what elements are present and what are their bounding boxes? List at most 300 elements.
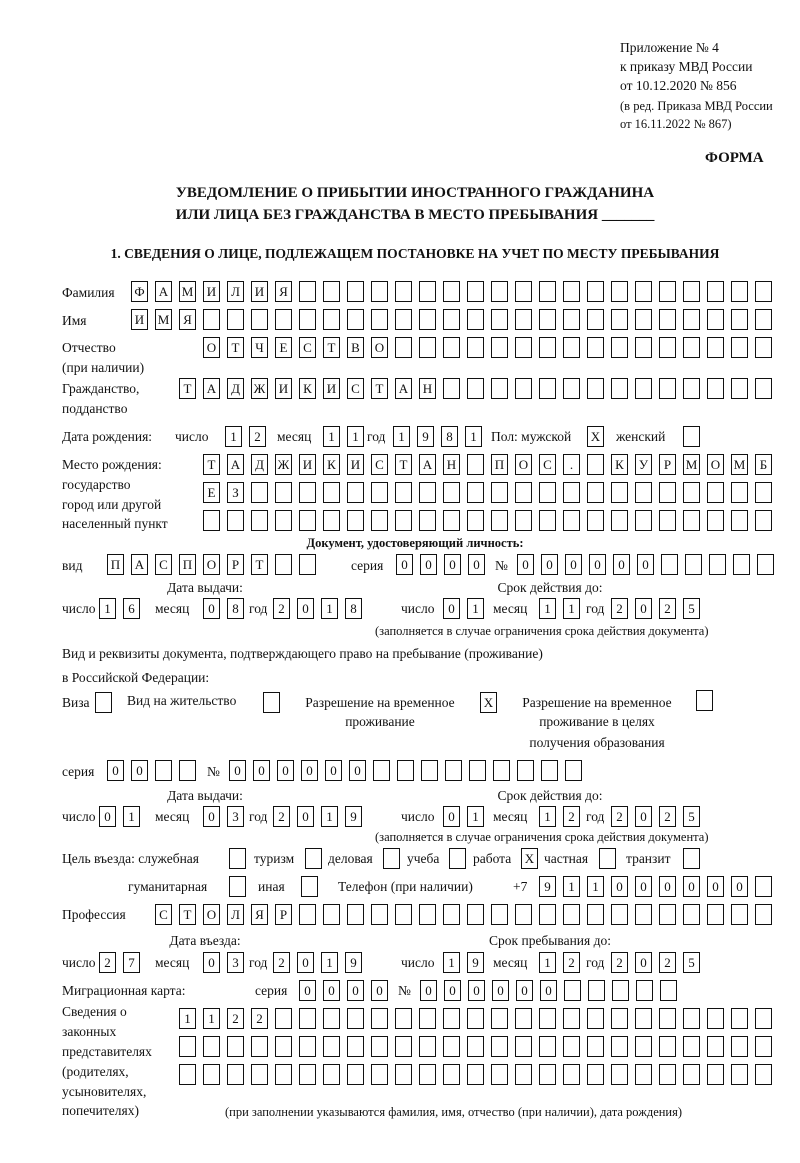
char-box[interactable]: 0 <box>517 554 534 575</box>
char-box[interactable]: С <box>155 554 172 575</box>
char-box[interactable]: О <box>515 454 532 475</box>
char-box[interactable] <box>491 1064 508 1085</box>
patronymic-boxes[interactable] <box>203 337 773 359</box>
char-box[interactable] <box>491 309 508 330</box>
stay-issue-month-boxes[interactable] <box>203 806 245 828</box>
char-box[interactable]: 0 <box>396 554 413 575</box>
char-box[interactable] <box>299 309 316 330</box>
char-box[interactable]: 0 <box>301 760 318 781</box>
char-box[interactable]: И <box>131 309 148 330</box>
char-box[interactable]: 5 <box>683 598 700 619</box>
char-box[interactable]: А <box>395 378 412 399</box>
char-box[interactable] <box>539 1064 556 1085</box>
char-box[interactable] <box>275 510 292 531</box>
char-box[interactable] <box>299 281 316 302</box>
char-box[interactable] <box>539 482 556 503</box>
char-box[interactable]: А <box>131 554 148 575</box>
char-box[interactable] <box>539 309 556 330</box>
char-box[interactable]: X <box>480 692 497 713</box>
char-box[interactable] <box>659 1008 676 1029</box>
char-box[interactable]: 0 <box>468 980 485 1001</box>
char-box[interactable] <box>611 309 628 330</box>
char-box[interactable]: X <box>587 426 604 447</box>
char-box[interactable] <box>467 904 484 925</box>
char-box[interactable]: 0 <box>323 980 340 1001</box>
char-box[interactable] <box>599 848 616 869</box>
char-box[interactable] <box>755 1008 772 1029</box>
char-box[interactable]: 0 <box>203 806 220 827</box>
char-box[interactable] <box>467 337 484 358</box>
char-box[interactable]: Д <box>227 378 244 399</box>
char-box[interactable] <box>707 281 724 302</box>
char-box[interactable] <box>517 760 534 781</box>
char-box[interactable] <box>227 1064 244 1085</box>
char-box[interactable]: 0 <box>277 760 294 781</box>
char-box[interactable] <box>467 1008 484 1029</box>
char-box[interactable]: 1 <box>347 426 364 447</box>
char-box[interactable] <box>443 337 460 358</box>
char-box[interactable] <box>611 378 628 399</box>
char-box[interactable]: С <box>155 904 172 925</box>
char-box[interactable]: З <box>227 482 244 503</box>
char-box[interactable] <box>588 980 605 1001</box>
char-box[interactable]: К <box>299 378 316 399</box>
char-box[interactable]: Н <box>419 378 436 399</box>
entry-month-boxes[interactable] <box>203 952 245 974</box>
char-box[interactable]: Л <box>227 281 244 302</box>
char-box[interactable] <box>469 760 486 781</box>
char-box[interactable]: 3 <box>227 952 244 973</box>
char-box[interactable]: 0 <box>347 980 364 1001</box>
char-box[interactable]: . <box>563 454 580 475</box>
char-box[interactable]: 0 <box>659 876 676 897</box>
char-box[interactable] <box>707 337 724 358</box>
char-box[interactable]: О <box>203 554 220 575</box>
char-box[interactable] <box>515 378 532 399</box>
id-series-boxes[interactable] <box>396 554 486 576</box>
char-box[interactable] <box>227 510 244 531</box>
char-box[interactable] <box>563 482 580 503</box>
char-box[interactable] <box>515 309 532 330</box>
char-box[interactable] <box>587 309 604 330</box>
char-box[interactable]: В <box>347 337 364 358</box>
char-box[interactable] <box>755 309 772 330</box>
char-box[interactable]: 0 <box>444 554 461 575</box>
char-box[interactable] <box>635 337 652 358</box>
char-box[interactable]: Т <box>395 454 412 475</box>
char-box[interactable] <box>419 1008 436 1029</box>
char-box[interactable]: А <box>155 281 172 302</box>
char-box[interactable]: 9 <box>467 952 484 973</box>
char-box[interactable]: О <box>203 337 220 358</box>
char-box[interactable] <box>251 309 268 330</box>
char-box[interactable]: М <box>731 454 748 475</box>
char-box[interactable] <box>467 1064 484 1085</box>
char-box[interactable]: И <box>275 378 292 399</box>
residence-permit-checkbox[interactable] <box>263 692 281 714</box>
char-box[interactable]: 1 <box>393 426 410 447</box>
char-box[interactable] <box>515 482 532 503</box>
char-box[interactable]: 1 <box>563 598 580 619</box>
visa-checkbox[interactable] <box>95 692 113 714</box>
char-box[interactable]: Я <box>251 904 268 925</box>
migration-series-boxes[interactable] <box>299 980 389 1002</box>
char-box[interactable]: 1 <box>467 598 484 619</box>
char-box[interactable]: Ж <box>275 454 292 475</box>
char-box[interactable]: 9 <box>345 952 362 973</box>
char-box[interactable] <box>371 904 388 925</box>
char-box[interactable]: 0 <box>444 980 461 1001</box>
char-box[interactable]: 0 <box>540 980 557 1001</box>
char-box[interactable]: 1 <box>465 426 482 447</box>
char-box[interactable] <box>683 482 700 503</box>
char-box[interactable] <box>587 1036 604 1057</box>
char-box[interactable]: 1 <box>123 806 140 827</box>
char-box[interactable]: И <box>299 454 316 475</box>
char-box[interactable] <box>755 337 772 358</box>
char-box[interactable]: 0 <box>349 760 366 781</box>
char-box[interactable] <box>419 337 436 358</box>
char-box[interactable]: У <box>635 454 652 475</box>
char-box[interactable] <box>635 281 652 302</box>
char-box[interactable] <box>611 337 628 358</box>
char-box[interactable] <box>707 309 724 330</box>
char-box[interactable]: С <box>347 378 364 399</box>
char-box[interactable]: 0 <box>683 876 700 897</box>
citizenship-boxes[interactable] <box>179 378 773 400</box>
char-box[interactable] <box>683 426 700 447</box>
char-box[interactable] <box>611 1036 628 1057</box>
char-box[interactable]: 0 <box>635 806 652 827</box>
char-box[interactable] <box>659 281 676 302</box>
char-box[interactable]: Е <box>203 482 220 503</box>
char-box[interactable] <box>419 1064 436 1085</box>
char-box[interactable]: 1 <box>321 598 338 619</box>
char-box[interactable]: Т <box>203 454 220 475</box>
char-box[interactable]: 9 <box>417 426 434 447</box>
char-box[interactable] <box>539 1036 556 1057</box>
purpose-tourism-checkbox[interactable] <box>305 848 323 870</box>
char-box[interactable] <box>323 904 340 925</box>
char-box[interactable]: 8 <box>227 598 244 619</box>
char-box[interactable]: Т <box>179 904 196 925</box>
char-box[interactable] <box>755 378 772 399</box>
char-box[interactable]: М <box>683 454 700 475</box>
char-box[interactable] <box>611 510 628 531</box>
char-box[interactable] <box>707 378 724 399</box>
char-box[interactable] <box>491 337 508 358</box>
char-box[interactable]: 8 <box>345 598 362 619</box>
char-box[interactable]: X <box>521 848 538 869</box>
char-box[interactable] <box>443 904 460 925</box>
char-box[interactable] <box>419 1036 436 1057</box>
purpose-official-checkbox[interactable] <box>229 848 247 870</box>
char-box[interactable] <box>301 876 318 897</box>
char-box[interactable]: 1 <box>539 952 556 973</box>
char-box[interactable]: М <box>179 281 196 302</box>
char-box[interactable] <box>395 510 412 531</box>
char-box[interactable] <box>203 1064 220 1085</box>
char-box[interactable] <box>395 1036 412 1057</box>
char-box[interactable] <box>659 510 676 531</box>
char-box[interactable]: Ф <box>131 281 148 302</box>
id-number-boxes[interactable] <box>517 554 775 576</box>
char-box[interactable] <box>539 281 556 302</box>
char-box[interactable] <box>383 848 400 869</box>
char-box[interactable] <box>275 1064 292 1085</box>
char-box[interactable]: 0 <box>325 760 342 781</box>
char-box[interactable]: О <box>371 337 388 358</box>
char-box[interactable]: 2 <box>273 952 290 973</box>
char-box[interactable] <box>371 1036 388 1057</box>
char-box[interactable]: Т <box>371 378 388 399</box>
char-box[interactable] <box>467 454 484 475</box>
stay-issue-day-boxes[interactable] <box>99 806 141 828</box>
char-box[interactable]: 8 <box>441 426 458 447</box>
char-box[interactable] <box>636 980 653 1001</box>
char-box[interactable]: Т <box>227 337 244 358</box>
char-box[interactable] <box>707 1064 724 1085</box>
char-box[interactable]: 1 <box>467 806 484 827</box>
birth-day-boxes[interactable] <box>225 426 267 448</box>
char-box[interactable]: 0 <box>420 980 437 1001</box>
char-box[interactable] <box>635 309 652 330</box>
entry-day-boxes[interactable] <box>99 952 141 974</box>
stay-issue-year-boxes[interactable] <box>273 806 363 828</box>
char-box[interactable] <box>731 1008 748 1029</box>
char-box[interactable] <box>539 510 556 531</box>
char-box[interactable]: Р <box>275 904 292 925</box>
stay-valid-year-boxes[interactable] <box>611 806 701 828</box>
char-box[interactable] <box>755 904 772 925</box>
char-box[interactable]: 2 <box>611 806 628 827</box>
char-box[interactable] <box>421 760 438 781</box>
char-box[interactable] <box>661 554 678 575</box>
char-box[interactable]: 3 <box>227 806 244 827</box>
id-valid-month-boxes[interactable] <box>539 598 581 620</box>
char-box[interactable] <box>635 510 652 531</box>
char-box[interactable] <box>323 1064 340 1085</box>
char-box[interactable] <box>515 281 532 302</box>
char-box[interactable] <box>515 510 532 531</box>
char-box[interactable] <box>731 378 748 399</box>
char-box[interactable] <box>443 1036 460 1057</box>
char-box[interactable]: А <box>227 454 244 475</box>
char-box[interactable] <box>683 510 700 531</box>
char-box[interactable] <box>229 876 246 897</box>
char-box[interactable] <box>563 510 580 531</box>
char-box[interactable] <box>179 760 196 781</box>
char-box[interactable] <box>587 337 604 358</box>
char-box[interactable]: М <box>155 309 172 330</box>
char-box[interactable]: 7 <box>123 952 140 973</box>
char-box[interactable] <box>659 904 676 925</box>
char-box[interactable]: 1 <box>321 806 338 827</box>
char-box[interactable]: 2 <box>273 806 290 827</box>
char-box[interactable] <box>659 309 676 330</box>
id-issue-year-boxes[interactable] <box>273 598 363 620</box>
char-box[interactable]: 0 <box>299 980 316 1001</box>
char-box[interactable] <box>299 510 316 531</box>
char-box[interactable]: 0 <box>420 554 437 575</box>
char-box[interactable] <box>491 281 508 302</box>
birth-place-line3-boxes[interactable] <box>203 510 773 532</box>
char-box[interactable] <box>563 1036 580 1057</box>
char-box[interactable] <box>275 1036 292 1057</box>
char-box[interactable]: 0 <box>635 598 652 619</box>
char-box[interactable] <box>395 337 412 358</box>
char-box[interactable] <box>563 1008 580 1029</box>
char-box[interactable] <box>467 510 484 531</box>
char-box[interactable] <box>563 904 580 925</box>
char-box[interactable] <box>635 1036 652 1057</box>
char-box[interactable]: 0 <box>229 760 246 781</box>
char-box[interactable] <box>539 378 556 399</box>
char-box[interactable]: Л <box>227 904 244 925</box>
char-box[interactable] <box>731 510 748 531</box>
char-box[interactable] <box>227 309 244 330</box>
char-box[interactable] <box>685 554 702 575</box>
char-box[interactable] <box>755 1064 772 1085</box>
char-box[interactable]: 9 <box>539 876 556 897</box>
char-box[interactable] <box>563 281 580 302</box>
char-box[interactable] <box>395 904 412 925</box>
char-box[interactable] <box>397 760 414 781</box>
char-box[interactable]: 0 <box>565 554 582 575</box>
char-box[interactable] <box>755 510 772 531</box>
char-box[interactable] <box>251 482 268 503</box>
char-box[interactable]: 0 <box>611 876 628 897</box>
temp-permit-checkbox[interactable] <box>480 692 498 714</box>
char-box[interactable]: И <box>251 281 268 302</box>
char-box[interactable] <box>371 1008 388 1029</box>
char-box[interactable] <box>467 482 484 503</box>
char-box[interactable]: С <box>371 454 388 475</box>
purpose-transit-checkbox[interactable] <box>683 848 701 870</box>
char-box[interactable]: 0 <box>707 876 724 897</box>
char-box[interactable]: Ч <box>251 337 268 358</box>
char-box[interactable] <box>757 554 774 575</box>
char-box[interactable]: 2 <box>611 952 628 973</box>
char-box[interactable]: А <box>419 454 436 475</box>
char-box[interactable] <box>611 1008 628 1029</box>
char-box[interactable] <box>515 1008 532 1029</box>
char-box[interactable]: Н <box>443 454 460 475</box>
stay-until-day-boxes[interactable] <box>443 952 485 974</box>
char-box[interactable]: 0 <box>203 952 220 973</box>
char-box[interactable] <box>587 482 604 503</box>
char-box[interactable]: 1 <box>587 876 604 897</box>
id-issue-day-boxes[interactable] <box>99 598 141 620</box>
birth-year-boxes[interactable] <box>393 426 483 448</box>
char-box[interactable] <box>491 378 508 399</box>
char-box[interactable]: 0 <box>297 806 314 827</box>
char-box[interactable] <box>371 281 388 302</box>
char-box[interactable]: 0 <box>541 554 558 575</box>
char-box[interactable]: Т <box>251 554 268 575</box>
char-box[interactable]: 2 <box>563 952 580 973</box>
char-box[interactable] <box>660 980 677 1001</box>
char-box[interactable]: 0 <box>516 980 533 1001</box>
char-box[interactable] <box>305 848 322 869</box>
char-box[interactable]: 2 <box>99 952 116 973</box>
char-box[interactable]: К <box>611 454 628 475</box>
surname-boxes[interactable] <box>131 281 773 303</box>
char-box[interactable] <box>731 1064 748 1085</box>
char-box[interactable] <box>683 1036 700 1057</box>
char-box[interactable]: 0 <box>731 876 748 897</box>
char-box[interactable]: 2 <box>659 806 676 827</box>
char-box[interactable] <box>755 281 772 302</box>
char-box[interactable] <box>467 309 484 330</box>
char-box[interactable]: 2 <box>251 1008 268 1029</box>
char-box[interactable] <box>587 1008 604 1029</box>
char-box[interactable] <box>299 904 316 925</box>
stay-valid-day-boxes[interactable] <box>443 806 485 828</box>
char-box[interactable] <box>731 482 748 503</box>
char-box[interactable]: Д <box>251 454 268 475</box>
char-box[interactable] <box>635 1064 652 1085</box>
char-box[interactable] <box>683 378 700 399</box>
phone-boxes[interactable] <box>539 876 773 898</box>
char-box[interactable] <box>563 1064 580 1085</box>
char-box[interactable] <box>443 510 460 531</box>
sex-female-checkbox[interactable] <box>683 426 701 448</box>
char-box[interactable] <box>635 378 652 399</box>
char-box[interactable] <box>587 510 604 531</box>
purpose-business-checkbox[interactable] <box>383 848 401 870</box>
char-box[interactable] <box>449 848 466 869</box>
char-box[interactable]: 1 <box>203 1008 220 1029</box>
char-box[interactable] <box>683 848 700 869</box>
char-box[interactable] <box>373 760 390 781</box>
char-box[interactable] <box>179 1064 196 1085</box>
char-box[interactable] <box>491 904 508 925</box>
char-box[interactable] <box>539 1008 556 1029</box>
char-box[interactable]: 0 <box>443 598 460 619</box>
char-box[interactable] <box>707 510 724 531</box>
char-box[interactable] <box>467 1036 484 1057</box>
purpose-humanitarian-checkbox[interactable] <box>229 876 247 898</box>
char-box[interactable] <box>659 378 676 399</box>
char-box[interactable] <box>443 1008 460 1029</box>
char-box[interactable] <box>587 281 604 302</box>
char-box[interactable] <box>323 309 340 330</box>
char-box[interactable] <box>731 904 748 925</box>
char-box[interactable] <box>683 904 700 925</box>
char-box[interactable] <box>299 1064 316 1085</box>
char-box[interactable]: 1 <box>443 952 460 973</box>
char-box[interactable] <box>299 1008 316 1029</box>
char-box[interactable] <box>395 482 412 503</box>
char-box[interactable]: 0 <box>637 554 654 575</box>
char-box[interactable] <box>299 482 316 503</box>
char-box[interactable] <box>467 378 484 399</box>
char-box[interactable] <box>731 309 748 330</box>
char-box[interactable]: 0 <box>131 760 148 781</box>
name-boxes[interactable] <box>131 309 773 331</box>
char-box[interactable] <box>491 482 508 503</box>
char-box[interactable]: 0 <box>492 980 509 1001</box>
char-box[interactable]: С <box>539 454 556 475</box>
char-box[interactable]: 1 <box>539 806 556 827</box>
char-box[interactable] <box>707 1008 724 1029</box>
char-box[interactable]: П <box>491 454 508 475</box>
edu-permit-checkbox[interactable] <box>696 690 714 712</box>
char-box[interactable] <box>419 510 436 531</box>
char-box[interactable] <box>707 482 724 503</box>
id-issue-month-boxes[interactable] <box>203 598 245 620</box>
